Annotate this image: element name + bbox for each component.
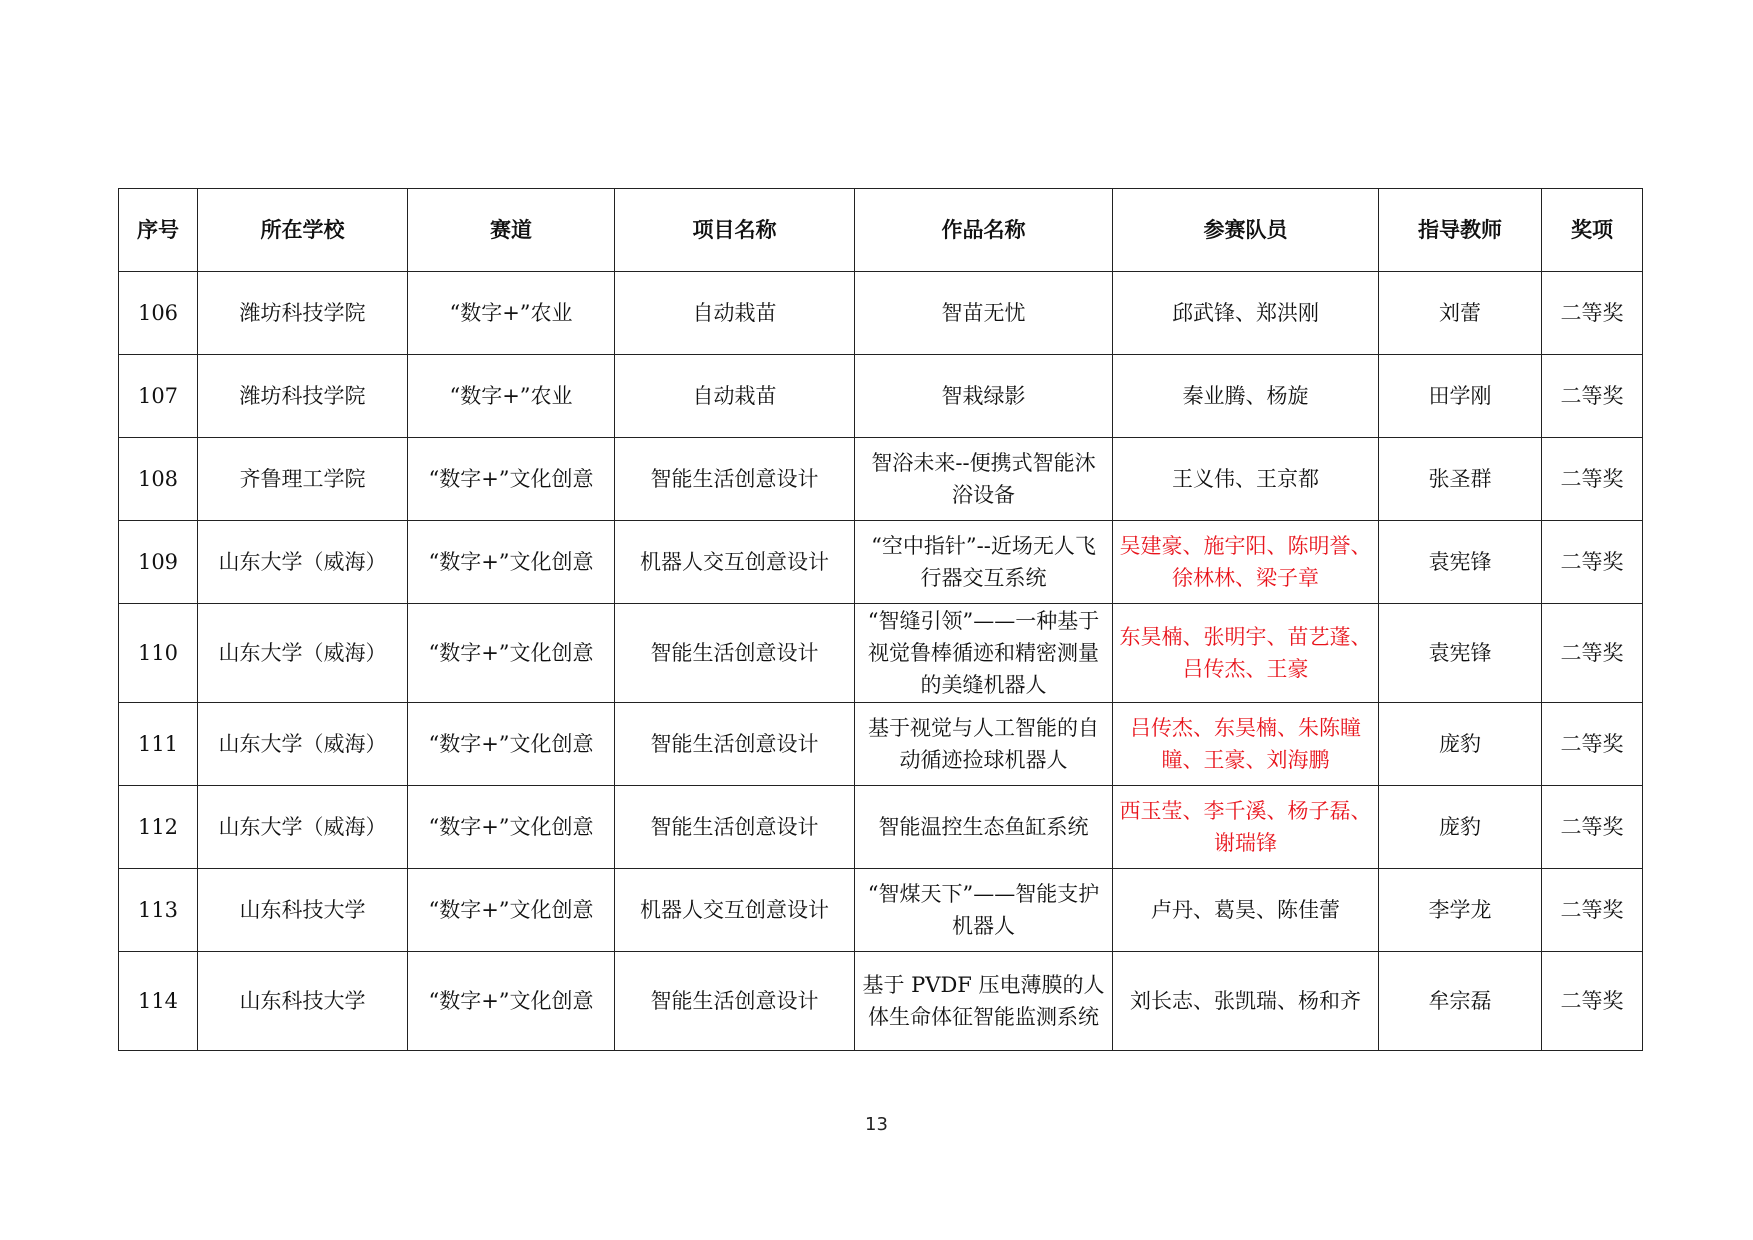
cell-work-name: “智煤天下”——智能支护机器人 — [855, 869, 1113, 952]
cell-team-members: 吕传杰、东昊楠、朱陈瞳瞳、王豪、刘海鹏 — [1113, 703, 1379, 786]
cell-serial-number: 107 — [119, 355, 198, 438]
cell-team-members: 王义伟、王京都 — [1113, 438, 1379, 521]
cell-team-members: 卢丹、葛昊、陈佳蕾 — [1113, 869, 1379, 952]
cell-track: “数字+”农业 — [408, 355, 615, 438]
header-work-name: 作品名称 — [855, 189, 1113, 272]
cell-advisor: 牟宗磊 — [1379, 952, 1542, 1051]
cell-track: “数字+”文化创意 — [408, 952, 615, 1051]
cell-serial-number: 106 — [119, 272, 198, 355]
cell-project-name: 智能生活创意设计 — [615, 703, 855, 786]
cell-project-name: 智能生活创意设计 — [615, 438, 855, 521]
cell-award: 二等奖 — [1542, 355, 1643, 438]
cell-advisor: 袁宪锋 — [1379, 521, 1542, 604]
cell-award: 二等奖 — [1542, 869, 1643, 952]
cell-team-members: 邱武锋、郑洪刚 — [1113, 272, 1379, 355]
cell-work-name: 基于视觉与人工智能的自动循迹捡球机器人 — [855, 703, 1113, 786]
cell-track: “数字+”文化创意 — [408, 703, 615, 786]
cell-track: “数字+”文化创意 — [408, 438, 615, 521]
cell-serial-number: 114 — [119, 952, 198, 1051]
cell-award: 二等奖 — [1542, 703, 1643, 786]
cell-project-name: 机器人交互创意设计 — [615, 521, 855, 604]
table-row — [119, 521, 1643, 604]
cell-award: 二等奖 — [1542, 272, 1643, 355]
table-row — [119, 786, 1643, 869]
cell-track: “数字+”农业 — [408, 272, 615, 355]
cell-school: 山东大学（威海） — [198, 521, 408, 604]
page-number: 13 — [865, 1114, 888, 1135]
cell-school: 山东大学（威海） — [198, 786, 408, 869]
cell-work-name: 基于 PVDF 压电薄膜的人体生命体征智能监测系统 — [855, 952, 1113, 1051]
cell-serial-number: 110 — [119, 604, 198, 703]
header-project-name: 项目名称 — [615, 189, 855, 272]
cell-advisor: 李学龙 — [1379, 869, 1542, 952]
cell-serial-number: 113 — [119, 869, 198, 952]
cell-serial-number: 112 — [119, 786, 198, 869]
award-list-sheet — [118, 188, 1642, 1051]
cell-track: “数字+”文化创意 — [408, 869, 615, 952]
table-row — [119, 438, 1643, 521]
cell-school: 山东大学（威海） — [198, 703, 408, 786]
cell-track: “数字+”文化创意 — [408, 604, 615, 703]
cell-team-members: 秦业腾、杨旋 — [1113, 355, 1379, 438]
cell-work-name: “空中指针”--近场无人飞行器交互系统 — [855, 521, 1113, 604]
table-row — [119, 272, 1643, 355]
header-serial-number: 序号 — [119, 189, 198, 272]
cell-track: “数字+”文化创意 — [408, 521, 615, 604]
cell-award: 二等奖 — [1542, 438, 1643, 521]
header-track: 赛道 — [408, 189, 615, 272]
cell-school: 潍坊科技学院 — [198, 272, 408, 355]
table-header-row — [119, 189, 1643, 272]
cell-project-name: 自动栽苗 — [615, 355, 855, 438]
cell-advisor: 田学刚 — [1379, 355, 1542, 438]
header-team-members: 参赛队员 — [1113, 189, 1379, 272]
cell-track: “数字+”文化创意 — [408, 786, 615, 869]
cell-project-name: 自动栽苗 — [615, 272, 855, 355]
cell-award: 二等奖 — [1542, 604, 1643, 703]
cell-award: 二等奖 — [1542, 952, 1643, 1051]
header-award: 奖项 — [1542, 189, 1643, 272]
cell-school: 齐鲁理工学院 — [198, 438, 408, 521]
cell-work-name: 智浴未来--便携式智能沐浴设备 — [855, 438, 1113, 521]
cell-advisor: 袁宪锋 — [1379, 604, 1542, 703]
cell-advisor: 庞豹 — [1379, 786, 1542, 869]
cell-serial-number: 108 — [119, 438, 198, 521]
cell-serial-number: 109 — [119, 521, 198, 604]
cell-school: 潍坊科技学院 — [198, 355, 408, 438]
cell-work-name: 智苗无忧 — [855, 272, 1113, 355]
cell-project-name: 智能生活创意设计 — [615, 952, 855, 1051]
table-row — [119, 604, 1643, 703]
table-row — [119, 355, 1643, 438]
cell-project-name: 智能生活创意设计 — [615, 786, 855, 869]
cell-team-members: 刘长志、张凯瑞、杨和齐 — [1113, 952, 1379, 1051]
cell-work-name: 智能温控生态鱼缸系统 — [855, 786, 1113, 869]
cell-project-name: 智能生活创意设计 — [615, 604, 855, 703]
cell-work-name: 智栽绿影 — [855, 355, 1113, 438]
cell-team-members: 东昊楠、张明宇、苗艺蓬、吕传杰、王豪 — [1113, 604, 1379, 703]
cell-serial-number: 111 — [119, 703, 198, 786]
cell-award: 二等奖 — [1542, 521, 1643, 604]
header-school: 所在学校 — [198, 189, 408, 272]
cell-advisor: 刘蕾 — [1379, 272, 1542, 355]
table-row — [119, 869, 1643, 952]
table-row — [119, 952, 1643, 1051]
cell-school: 山东科技大学 — [198, 869, 408, 952]
cell-advisor: 张圣群 — [1379, 438, 1542, 521]
cell-project-name: 机器人交互创意设计 — [615, 869, 855, 952]
award-table — [118, 188, 1643, 1051]
cell-team-members: 西玉莹、李千溪、杨子磊、谢瑞锋 — [1113, 786, 1379, 869]
cell-school: 山东大学（威海） — [198, 604, 408, 703]
cell-advisor: 庞豹 — [1379, 703, 1542, 786]
table-row — [119, 703, 1643, 786]
cell-team-members: 吴建豪、施宇阳、陈明誉、徐林林、梁子章 — [1113, 521, 1379, 604]
header-advisor: 指导教师 — [1379, 189, 1542, 272]
cell-award: 二等奖 — [1542, 786, 1643, 869]
cell-school: 山东科技大学 — [198, 952, 408, 1051]
cell-work-name: “智缝引领”——一种基于视觉鲁棒循迹和精密测量的美缝机器人 — [855, 604, 1113, 703]
